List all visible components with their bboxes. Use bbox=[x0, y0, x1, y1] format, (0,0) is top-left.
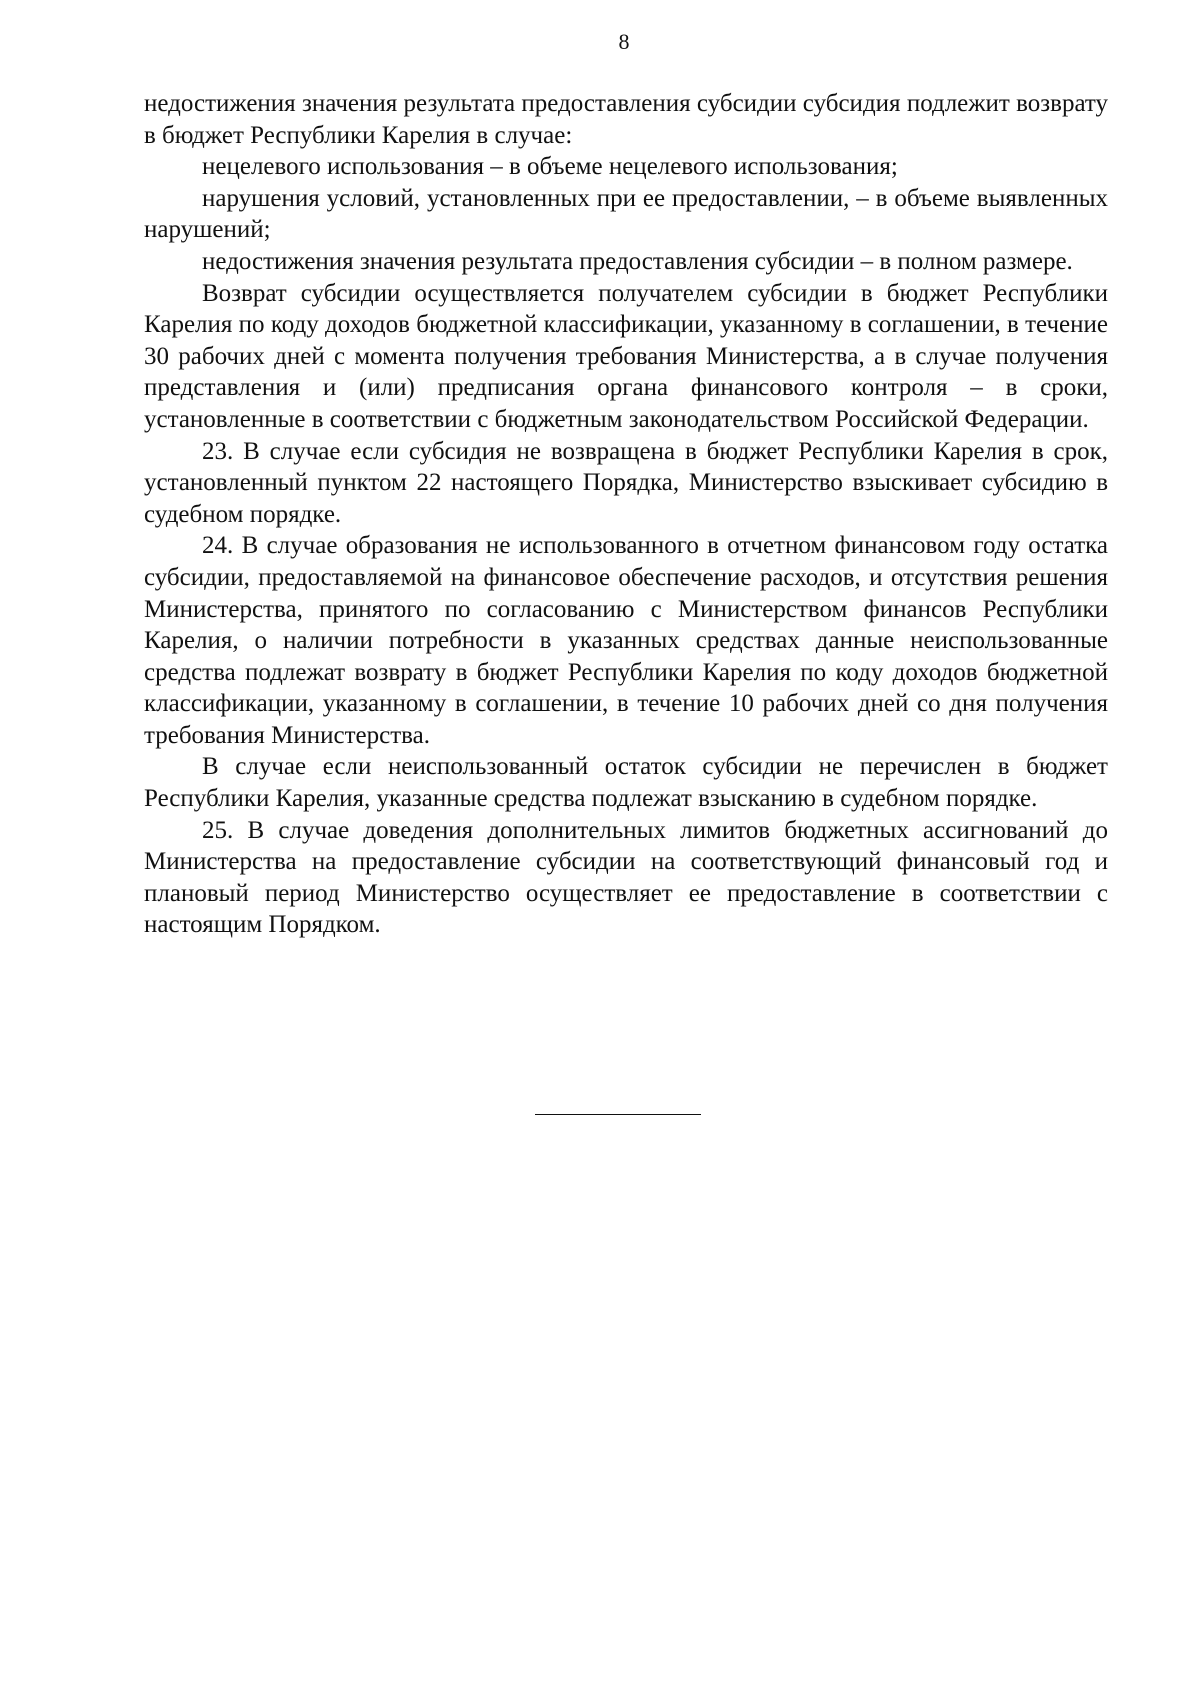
paragraph-refund: Возврат субсидии осуществляется получателем субсидии в бюджет Республики Карелия по коду доходов бюджетной классификации, указанному в соглашении, в течение 30 рабочих дней с момента получения требования Министерства, а в случае получения представления и (или) предписания органа финансового контроля – в сроки, установленные в соответствии с бюджетным законодательством Российской Федерации. bbox=[144, 279, 1108, 433]
paragraph-unused-balance: В случае если неиспользованный остаток субсидии не перечислен в бюджет Республики Карелия, указанные средства подлежат взысканию в судебном порядке. bbox=[144, 753, 1108, 813]
end-of-document-rule bbox=[535, 1114, 701, 1115]
paragraph-item-23: 23. В случае если субсидия не возвращена в бюджет Республики Карелия в срок, установленный пунктом 22 настоящего Порядка, Министерство взыскивает субсидию в судебном порядке. bbox=[144, 437, 1108, 528]
document-body bbox=[144, 88, 1108, 941]
paragraph-violation: нарушения условий, установленных при ее предоставлении, – в объеме выявленных нарушений; bbox=[144, 184, 1108, 244]
paragraph-continuation: недостижения значения результата предоставления субсидии субсидия подлежит возврату в бюджет Республики Карелия в случае: bbox=[144, 90, 1108, 149]
paragraph-item-25: 25. В случае доведения дополнительных лимитов бюджетных ассигнований до Министерства на предоставление субсидии на соответствующий финансовый год и плановый период Министерство осуществляет ее предоставление в соответствии с настоящим Порядком. bbox=[144, 816, 1108, 939]
paragraph-item-24: 24. В случае образования не использованного в отчетном финансовом году остатка субсидии, предоставляемой на финансовое обеспечение расходов, и отсутствия решения Министерства, принятого по согласованию с Министерством финансов Республики Карелия, о наличии потребности в указанных средствах данные неиспользованные средства подлежат возврату в бюджет Республики Карелия по коду доходов бюджетной классификации, указанному в соглашении, в течение 10 рабочих дней со дня получения требования Министерства. bbox=[144, 532, 1108, 749]
paragraph-misuse: нецелевого использования – в объеме нецелевого использования; bbox=[202, 153, 898, 181]
paragraph-non-achievement: недостижения значения результата предоставления субсидии – в полном размере. bbox=[202, 247, 1073, 275]
page-number: 8 bbox=[618, 29, 630, 54]
